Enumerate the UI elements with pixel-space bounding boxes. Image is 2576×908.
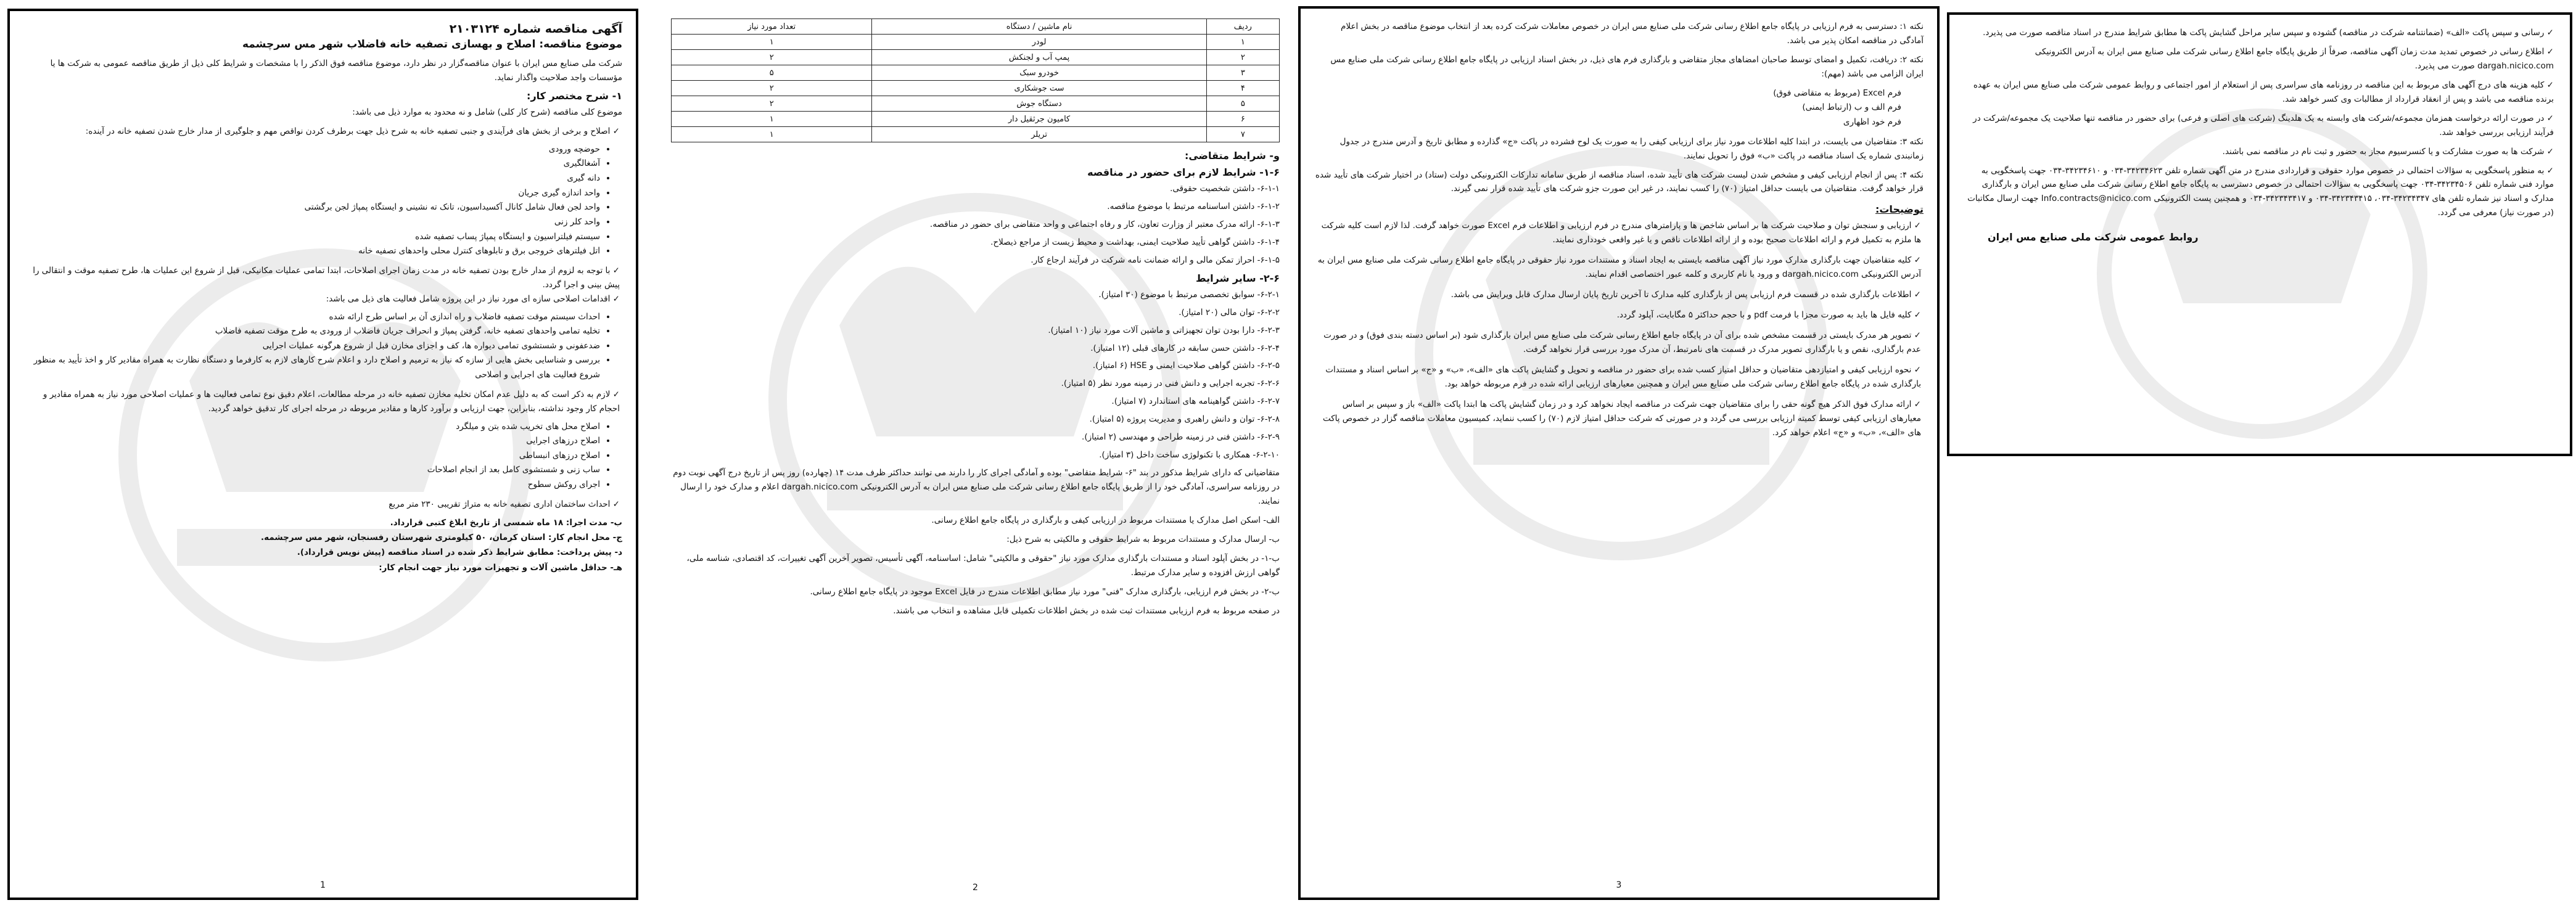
check-item: ✓ با توجه به لزوم از مدار خارج بودن تصفیه خانه در مدت زمان اجرای اصلاحات، ابتدا تمامی عملیات مکانیکی، قبل از شروع این عملیات ها، طرح تصفیه موقت و انتقالی را پیش بینی و اجرا گردد. bbox=[23, 264, 620, 292]
submission-paragraph: ب- ارسال مدارک و مستندات مربوط به شرایط حقوقی و مالکیتی به شرح ذیل: bbox=[1006, 534, 1280, 544]
list-item: • ساب زنی و شستشوی کامل بعد از انجام اصلاحات bbox=[23, 463, 600, 478]
list-item: • تخلیه تمامی واحدهای تصفیه خانه، گرفتن پمپاژ و انحراف جریان فاضلاب از ورودی به طرح موقت تصفیه فاضلاب bbox=[23, 324, 600, 339]
explanations-list bbox=[1314, 219, 1924, 440]
check-item: ✓ احداث ساختمان اداری تصفیه خانه به متراژ تقریبی ۲۳۰ متر مربع bbox=[23, 497, 620, 512]
condition-item: ۶-۲-۱۰- همکاری با تکنولوژی ساخت داخل (۳ امتیاز). bbox=[1099, 450, 1280, 460]
list-item: ✓ به منظور پاسخگویی به سؤالات احتمالی در خصوص موارد حقوقی و قراردادی مندرج در متن آگهی شماره تلفن ۳۴۲۳۴۶۲۳-۰۳۴ و ۳۴۲۳۴۶۱۰-۰۳۴ جهت پاسخگویی به موارد فنی شماره تلفن ۳۴۲۳۴۵۰۶-۰۳۴ جهت پاسخگویی به سؤالات احتمالی در خصوص دسترسی به پایگاه جامع اطلاع رسانی شرکت ملی صنایع مس ایران و بارگذاری مدارک و اسناد نیز شماره تلفن های ۳۴۲۳۴۳۴۷-۰۳۴، ۳۴۲۳۴۳۴۱۵-۰۳۴ و ۳۴۲۳۴۳۴۱۷-۰۳۴ و همچنین پست الکترونیکی Info.contracts@nicico.com جهت ارسال مکاتبات (در صورت نیاز) معرفی می گردد. bbox=[1963, 164, 2554, 221]
document-page-1 bbox=[7, 9, 638, 900]
document-page-3 bbox=[1298, 6, 1940, 900]
note-4: نکته ۴: پس از انجام ارزیابی کیفی و مشخص شدن لیست شرکت های تأیید شده، اسناد مناقصه از طریق سامانه تدارکات الکترونیکی دولت (ستاد) در اختیار شرکت های تأیید شده قرار خواهد گرفت. متقاضیان می بایست حداقل امتیاز (۷۰) را کسب نمایند، در غیر این صورت جزو شرکت های تأیید شده قرار نمی گیرند. bbox=[1315, 170, 1924, 194]
submission-paragraph: در صفحه مربوط به فرم ارزیابی مستندات ثبت شده در بخش اطلاعات تکمیلی قابل مشاهده و انتخاب می باشند. bbox=[893, 605, 1280, 616]
column-header: ردیف bbox=[1206, 19, 1279, 35]
intro-paragraph: شرکت ملی صنایع مس ایران با عنوان مناقصه‌گزار در نظر دارد، موضوع مناقصه فوق الذکر را با مشخصات و شرایط کلی ذیل از طریق مناقصه عمومی به شرکت ها یا مؤسسات واجد صلاحیت واگذار نماید. bbox=[50, 59, 622, 83]
condition-item: ۶-۲-۵- داشتن گواهی صلاحیت ایمنی و HSE (۶ امتیاز). bbox=[1092, 361, 1280, 371]
bullet-list-units bbox=[23, 142, 611, 259]
required-forms-list bbox=[1314, 86, 1912, 130]
condition-item: ۶-۱-۱- داشتن شخصیت حقوقی. bbox=[1170, 184, 1280, 194]
document-page-4 bbox=[1947, 12, 2572, 456]
check-list bbox=[23, 125, 622, 139]
table-cell: ۵ bbox=[672, 65, 872, 81]
equipment-table bbox=[671, 18, 1280, 142]
submission-paragraph: الف- اسکن اصل مدارک یا مستندات مربوط در ارزیابی کیفی و بارگذاری در پایگاه جامع اطلاع رسانی. bbox=[931, 515, 1280, 525]
table-cell: کامیون جرثقیل دار bbox=[872, 112, 1206, 127]
note-2: نکته ۲: دریافت، تکمیل و امضای توسط صاحبان امضاهای مجاز متقاضی و بارگذاری فرم های ذیل، در بخش اسناد ارزیابی در پایگاه جامع اطلاع رسانی شرکت ملی صنایع مس ایران الزامی می باشد (مهم): bbox=[1330, 54, 1924, 79]
table-cell: ۱ bbox=[672, 127, 872, 142]
term-equipment: هـ- حداقل ماشین آلات و تجهیزات مورد نیاز جهت انجام کار: bbox=[379, 562, 622, 573]
list-item: ✓ شرکت ها به صورت مشارکت و یا کنسرسیوم مجاز به حضور و ثبت نام در مناقصه نمی باشند. bbox=[1963, 145, 2554, 159]
list-item: • واحد اندازه گیری جریان bbox=[23, 186, 600, 201]
list-item: ✓ ارائه مدارک فوق الذکر هیچ گونه حقی را برای متقاضیان جهت شرکت در مناقصه ایجاد نخواهد کرد و در زمان گشایش پاکت ها ابتدا پاکت «الف» باز و سپس بر اساس معیارهای ارزیابی کیفی توسط کمیته ارزیابی بررسی می گردد و در صورتی که شرکت حداقل امتیاز لازم (۷۰) را کسب ننماید، کمیسیون معاملات مناقصه گزار در خصوص پاکت های «الف»، «ب» و «ج» اعلام خواهد کرد. bbox=[1314, 398, 1921, 440]
list-item: • اصلاح محل های تخریب شده بتن و میلگرد bbox=[23, 420, 600, 435]
list-item: • واحد لجن فعال شامل کانال آکسیداسیون، تانک ته نشینی و ایستگاه پمپاژ لجن برگشتی bbox=[23, 200, 600, 215]
note-1: نکته ۱: دسترسی به فرم ارزیابی در پایگاه جامع اطلاع رسانی شرکت ملی صنایع مس ایران در خصوص معاملات شرکت کرده بعد از انتخاب موضوع مناقصه در بخش اعلام آمادگی در مناقصه امکان پذیر می باشد. bbox=[1341, 22, 1924, 46]
table-cell: تریلر bbox=[872, 127, 1206, 142]
list-item: فرم خود اظهاری bbox=[1843, 117, 1901, 127]
list-item: ✓ کلیه هزینه های درج آگهی های مربوط به این مناقصه در روزنامه های سراسری پس از استعلام از امور اجتماعی و روابط عمومی شرکت ملی صنایع مس ایران به عهده برنده مناقصه می باشد و پس از انعقاد قرارداد از مطالبات وی کسر خواهد شد. bbox=[1963, 78, 2554, 107]
condition-item: ۶-۲-۷- داشتن گواهینامه های استاندارد (۷ امتیاز). bbox=[1111, 396, 1280, 407]
table-row bbox=[672, 127, 1280, 142]
table-cell: ۱ bbox=[672, 35, 872, 50]
table-cell: لودر bbox=[872, 35, 1206, 50]
table-cell: دستگاه جوش bbox=[872, 96, 1206, 112]
list-item: فرم الف و ب (ارتباط ایمنی) bbox=[1802, 102, 1901, 113]
condition-item: ۶-۱-۴- داشتن گواهی تأیید صلاحیت ایمنی، بهداشت و محیط زیست از مراجع ذیصلاح. bbox=[990, 237, 1280, 247]
table-row bbox=[672, 50, 1280, 65]
list-item: • اصلاح درزهای اجرایی bbox=[23, 434, 600, 449]
list-item: • اصلاح درزهای انبساطی bbox=[23, 449, 600, 464]
table-cell: ست جوشکاری bbox=[872, 81, 1206, 96]
list-item: ✓ کلیه فایل ها باید به صورت مجزا با فرمت pdf و با حجم حداکثر ۵ مگابایت، آپلود گردد. bbox=[1314, 308, 1921, 322]
list-item: ✓ رسانی و سپس پاکت «الف» (ضمانتنامه شرکت در مناقصه) گشوده و سپس سایر مراحل گشایش پاکت ها مطابق شرایط مندرج در اسناد مناقصه صورت می پذیرد. bbox=[1963, 26, 2554, 40]
list-item: • اتل فیلترهای خروجی برق و تابلوهای کنترل محلی واحدهای تصفیه خانه bbox=[23, 244, 600, 259]
table-cell: ۲ bbox=[672, 81, 872, 96]
list-item: • سیستم فیلتراسیون و ایستگاه پمپاژ پساب تصفیه شده bbox=[23, 230, 600, 245]
check-list bbox=[23, 264, 622, 306]
table-row bbox=[672, 65, 1280, 81]
list-item: • ضدعفونی و شستشوی تمامی دیواره ها، کف و اجزای مخازن قبل از شروع هرگونه عملیات اجرایی bbox=[23, 339, 600, 354]
section-heading-description: ۱- شرح مختصر کار: bbox=[527, 89, 622, 102]
list-item: فرم Excel (مربوط به متقاضی فوق) bbox=[1773, 88, 1901, 98]
check-item: ✓ اصلاح و برخی از بخش های فرآیندی و جنبی تصفیه خانه به شرح ذیل جهت برطرف کردن نواقص مهم و جلوگیری از مدار خارج شدن تصفیه خانه در آینده: bbox=[23, 125, 620, 139]
list-item: • آشغالگیری bbox=[23, 157, 600, 171]
submission-paragraph: متقاضیانی که دارای شرایط مذکور در بند "۶- شرایط متقاضی" بوده و آمادگی اجرای کار را دارند می توانند حداکثر ظرف مدت ۱۴ (چهارده) روز پس از تاریخ درج آگهی نوبت دوم در روزنامه سراسری، آمادگی خود را از طریق پایگاه جامع اطلاع رسانی شرکت ملی صنایع مس ایران به آدرس الکترونیکی dargah.nicico.com اعلام و مدارک خود را ارسال نمایند. bbox=[673, 468, 1280, 506]
list-item: • واحد کلر زنی bbox=[23, 215, 600, 230]
term-prepayment: د- پیش پرداخت: مطابق شرایط ذکر شده در اسناد مناقصه (پیش نویس قرارداد). bbox=[297, 547, 622, 558]
check-item: ✓ اقدامات اصلاحی سازه ای مورد نیاز در این پروژه شامل فعالیت های ذیل می باشد: bbox=[23, 292, 620, 306]
condition-item: ۶-۱-۲- داشتن اساسنامه مرتبط با موضوع مناقصه. bbox=[1107, 201, 1280, 211]
signature-line: روابط عمومی شرکت ملی صنایع مس ایران bbox=[1988, 231, 2199, 243]
final-notes-list bbox=[1963, 26, 2556, 220]
page-number: 1 bbox=[320, 880, 326, 890]
list-item: ✓ تصویر هر مدرک بایستی در قسمت مشخص شده برای آن در پایگاه جامع اطلاع رسانی شرکت ملی صنایع مس ایران بارگذاری شود (بر اساس دسته بندی فوق) و در صورت عدم بارگذاری، نقص و یا بارگذاری تصویر مدرک در قسمت های نامرتبط، آن مدرک مورد بررسی قرار نخواهد گرفت. bbox=[1314, 329, 1921, 357]
table-cell: ۵ bbox=[1206, 96, 1279, 112]
submission-paragraph: ب-۲- در بخش فرم ارزیابی، بارگذاری مدارک "فنی" مورد نیاز مطابق اطلاعات مندرج در فایل Excel موجود در پایگاه جامع اطلاع رسانی. bbox=[810, 586, 1280, 597]
check-item: ✓ لازم به ذکر است که به دلیل عدم امکان تخلیه مخازن تصفیه خانه در مرحله مطالعات، اعلام دقیق نوع تمامی فعالیت ها و عملیات اصلاحی مورد نیاز به همراه مقادیر و احجام کار وجود نداشته، بنابراین، جهت ارزیابی و برآورد کارها و مقادیر مربوطه در مرحله اجرای کار تدقیق خواهد گردید. bbox=[23, 388, 620, 416]
condition-item: ۶-۲-۳- دارا بودن توان تجهیزاتی و ماشین آلات مورد نیاز (۱۰ امتیاز). bbox=[1048, 325, 1280, 335]
list-item: ✓ اطلاعات بارگذاری شده در قسمت فرم ارزیابی پس از بارگذاری کلیه مدارک تا آخرین تاریخ پایان ارسال مدارک قابل ویرایش می باشد. bbox=[1314, 288, 1921, 302]
note-3: نکته ۳: متقاضیان می بایست، در ابتدا کلیه اطلاعات مورد نیاز برای ارزیابی کیفی را به صورت یک لوح فشرده در پاکت «ج» گذارده و مطابق تاریخ و آدرس مندرج در جدول زمانبندی شماره یک اسناد مناقصه در پاکت «ب» فوق را تحویل نمایند. bbox=[1339, 136, 1924, 161]
table-row bbox=[672, 81, 1280, 96]
explanations-heading: توضیحات: bbox=[1875, 203, 1924, 216]
table-header-row bbox=[672, 19, 1280, 35]
list-item: • اجرای روکش سطوح bbox=[23, 478, 600, 493]
table-row bbox=[672, 35, 1280, 50]
list-item: ✓ اطلاع رسانی در خصوص تمدید مدت زمان آگهی مناقصه، صرفاً از طریق پایگاه جامع اطلاع رسانی شرکت ملی صنایع مس ایران به آدرس الکترونیکی dargah.nicico.com صورت می پذیرد. bbox=[1963, 45, 2554, 73]
condition-item: ۶-۲-۲- توان مالی (۲۰ امتیاز). bbox=[1179, 307, 1280, 317]
list-item: • احداث سیستم موقت تصفیه فاضلاب و راه اندازی آن بر اساس طرح ارائه شده bbox=[23, 310, 600, 325]
table-cell: ۱ bbox=[672, 112, 872, 127]
list-item: ✓ در صورت ارائه درخواست همزمان مجموعه/شرکت های وابسته به یک هلدینگ (شرکت های اصلی و فرعی) برای حضور در مناقصه تنها صلاحیت یک مجموعه/شرکت در فرآیند ارزیابی بررسی خواهد شد. bbox=[1963, 112, 2554, 140]
bullet-list-actions bbox=[23, 310, 611, 383]
term-duration: ب- مدت اجرا: ۱۸ ماه شمسی از تاریخ ابلاغ کتبی قرارداد. bbox=[390, 517, 622, 528]
table-row bbox=[672, 112, 1280, 127]
list-item: ✓ نحوه ارزیابی کیفی و امتیازدهی متقاضیان و حداقل امتیاز کسب شده برای حضور در مناقصه و تحویل و گشایش پاکت های «الف»، «ب» و «ج» بر اساس اسناد و مستندات بارگذاری شده در پایگاه جامع اطلاع رسانی شرکت ملی صنایع مس ایران و همچنین معیارهای ارزیابی ارائه شده در فرم مربوطه خواهد بود. bbox=[1314, 363, 1921, 391]
condition-item: ۶-۱-۵- احراز تمکن مالی و ارائه ضمانت نامه شرکت در فرآیند ارجاع کار. bbox=[1031, 255, 1280, 265]
subsection-heading: ۱-۶- شرایط لازم برای حضور در مناقصه bbox=[1087, 166, 1280, 178]
table-cell: ۲ bbox=[1206, 50, 1279, 65]
table-cell: ۷ bbox=[1206, 127, 1279, 142]
section-line: موضوع کلی مناقصه (شرح کار کلی) شامل و نه محدود به موارد ذیل می باشد: bbox=[352, 107, 622, 117]
column-header: تعداد مورد نیاز bbox=[672, 19, 872, 35]
condition-item: ۶-۲-۴- داشتن حسن سابقه در کارهای قبلی (۱۲ امتیاز). bbox=[1090, 343, 1280, 353]
page-number: 2 bbox=[973, 883, 978, 893]
table-cell: ۲ bbox=[672, 50, 872, 65]
table-cell: ۳ bbox=[1206, 65, 1279, 81]
table-cell: ۱ bbox=[1206, 35, 1279, 50]
condition-item: ۶-۲-۸- توان و دانش راهبری و مدیریت پروژه (۵ امتیاز). bbox=[1089, 414, 1280, 425]
bullet-list-repairs bbox=[23, 420, 611, 493]
table-row bbox=[672, 96, 1280, 112]
tender-title: آگهی مناقصه شماره ۲۱۰۳۱۲۴ bbox=[449, 22, 622, 36]
condition-item: ۶-۱-۳- ارائه مدرک معتبر از وزارت تعاون، کار و رفاه اجتماعی و واحد متقاضی برای حضور در مناقصه. bbox=[929, 219, 1280, 229]
subsection-heading: ۲-۶- سایر شرایط bbox=[1196, 272, 1280, 284]
tender-subject: موضوع مناقصه: اصلاح و بهسازی تصفیه خانه فاضلاب شهر مس سرچشمه bbox=[242, 38, 622, 51]
condition-item: ۶-۲-۶- تجربه اجرایی و دانش فنی در زمینه مورد نظر (۵ امتیاز). bbox=[1061, 378, 1280, 389]
page-number: 3 bbox=[1616, 880, 1622, 890]
table-cell: ۶ bbox=[1206, 112, 1279, 127]
table-cell: ۴ bbox=[1206, 81, 1279, 96]
list-item: • حوضچه ورودی bbox=[23, 142, 600, 157]
table-cell: ۲ bbox=[672, 96, 872, 112]
check-list bbox=[23, 388, 622, 416]
submission-paragraph: ب-۱- در بخش آپلود اسناد و مستندات بارگذاری مدارک مورد نیاز "حقوقی و مالکیتی" شامل: اساسنامه، آگهی تأسیس، تصویر آخرین آگهی تغییرات، کد اقتصادی، شناسه ملی، گواهی ارزش افزوده و سایر مدارک مرتبط. bbox=[686, 553, 1280, 578]
table-cell: خودرو سبک bbox=[872, 65, 1206, 81]
term-location: ج- محل انجام کار: استان کرمان، ۵۰ کیلومتری شهرستان رفسنجان، شهر مس سرچشمه. bbox=[261, 532, 622, 542]
condition-item: ۶-۲-۹- داشتن فنی در زمینه طراحی و مهندسی (۲ امتیاز). bbox=[1082, 432, 1280, 443]
list-item: ✓ ارزیابی و سنجش توان و صلاحیت شرکت ها بر اساس شاخص ها و پارامترهای مندرج در فرم ارزیابی و اطلاعات فرم Excel صورت خواهد گرفت. لذا لازم است کلیه شرکت ها ملزم به تکمیل فرم و ارائه اطلاعات صحیح بوده و از ارائه اطلاعات ناقص و یا غیر واقعی خودداری نمایند. bbox=[1314, 219, 1921, 247]
list-item: • دانه گیری bbox=[23, 171, 600, 186]
check-list bbox=[23, 497, 622, 512]
column-header: نام ماشین / دستگاه bbox=[872, 19, 1206, 35]
document-page-2 bbox=[657, 5, 1293, 900]
list-item: ✓ کلیه متقاضیان جهت بارگذاری مدارک مورد نیاز آگهی مناقصه بایستی به ایجاد اسناد و مستندات مورد نیاز حقوقی در پایگاه جامع اطلاع رسانی شرکت ملی صنایع مس ایران به آدرس الکترونیکی dargah.nicico.com و ورود با نام کاربری و کلمه عبور اختصاصی اقدام نمایند. bbox=[1314, 253, 1921, 282]
section-heading-conditions: و- شرایط متقاضی: bbox=[1184, 150, 1280, 162]
tender-terms bbox=[23, 515, 622, 575]
list-item: • بررسی و شناسایی بخش هایی از سازه که نیاز به ترمیم و اصلاح دارد و اعلام شرح کارهای لازم به کارفرما و دستگاه نظارت به همراه مقادیر کار و اخذ تأیید به منظور شروع فعالیت های اجرایی و اصلاحی bbox=[23, 353, 600, 382]
table-cell: پمپ آب و لجنکش bbox=[872, 50, 1206, 65]
condition-item: ۶-۲-۱- سوابق تخصصی مرتبط با موضوع (۳۰ امتیاز). bbox=[1098, 289, 1280, 300]
